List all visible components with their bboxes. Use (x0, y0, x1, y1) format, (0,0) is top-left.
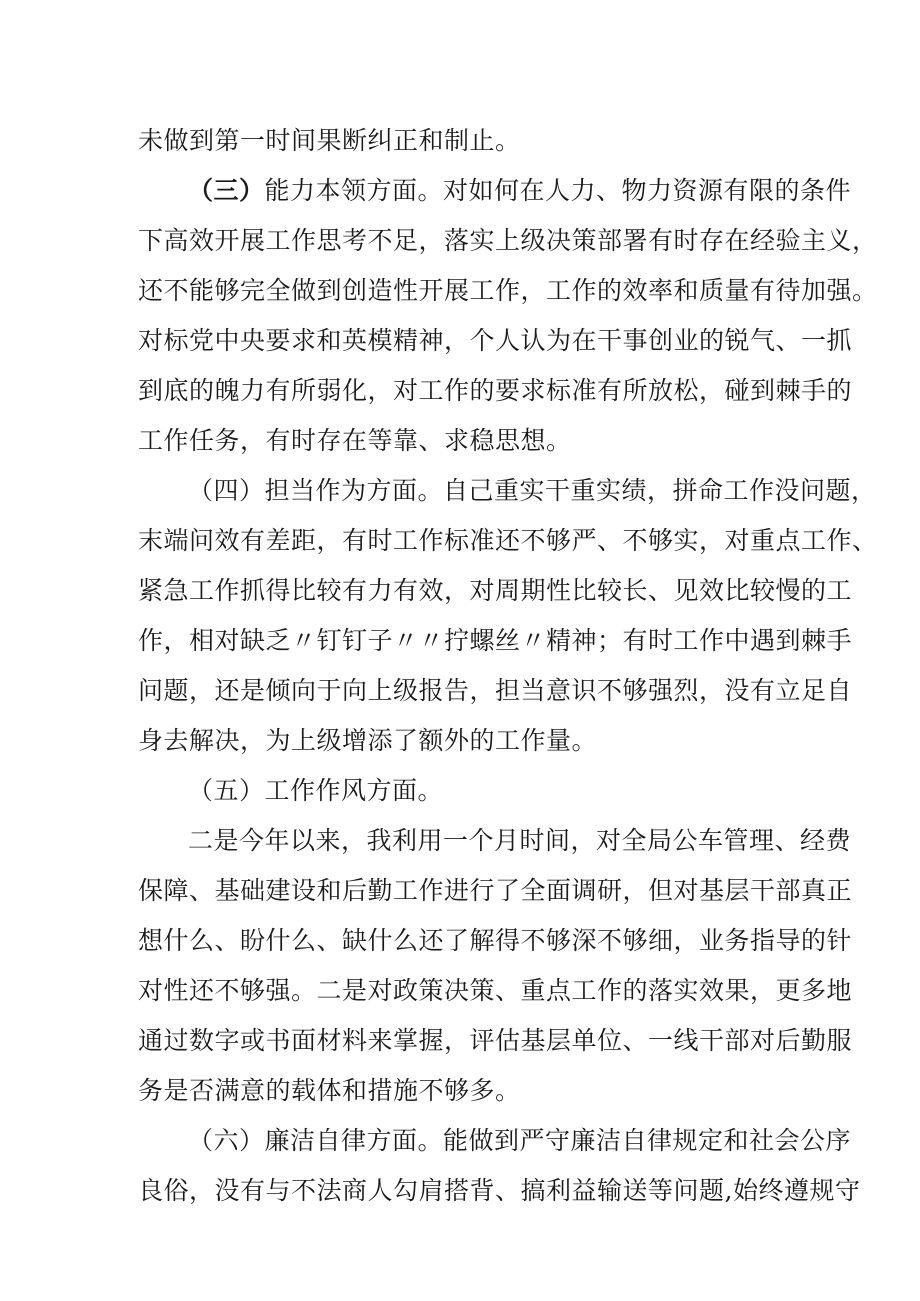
text-line: 问题，还是倾向于向上级报告，担当意识不够强烈，没有立足自 (138, 676, 853, 705)
text-line: 想什么、盼什么、缺什么还了解得不够深不够细，业务指导的针 (138, 926, 853, 955)
text-line: 能力本领方面。对如何在人力、物力资源有限的条件 (264, 176, 852, 205)
text-line: 务是否满意的载体和措施不够多。 (138, 1076, 521, 1105)
text-line: 还不能够完全做到创造性开展工作，工作的效率和质量有待加强。 (138, 276, 878, 305)
section-heading-5: （五）工作作风方面。 (188, 776, 444, 805)
text-line: 到底的魄力有所弱化，对工作的要求标准有所放松，碰到棘手的 (138, 376, 853, 405)
text-line: 身去解决，为上级增添了额外的工作量。 (138, 726, 598, 755)
section-heading-3 (188, 171, 852, 211)
text-line: 对性还不够强。二是对政策决策、重点工作的落实效果，更多地 (138, 976, 853, 1005)
text-line: 下高效开展工作思考不足，落实上级决策部署有时存在经验主义， (138, 226, 878, 255)
text-line: 工作任务，有时存在等靠、求稳思想。 (138, 426, 572, 455)
text-line: 保障、基础建设和后勤工作进行了全面调研，但对基层干部真正 (138, 876, 853, 905)
text-line: 作，相对缺乏〃钉钉子〃〃拧螺丝〃精神；有时工作中遇到棘手 (138, 626, 853, 655)
text-line: 末端问效有差距，有时工作标准还不够严、不够实，对重点工作、 (138, 526, 878, 555)
text-line: 通过数字或书面材料来掌握，评估基层单位、一线干部对后勤服 (138, 1026, 853, 1055)
text-line: 未做到第一时间果断纠正和制止。 (138, 126, 521, 155)
text-line: 良俗，没有与不法商人勾肩搭背、搞利益输送等问题,始终遵规守 (138, 1176, 861, 1205)
text-line: 紧急工作抓得比较有力有效，对周期性比较长、见效比较慢的工 (138, 576, 853, 605)
text-line: 二是今年以来，我利用一个月时间，对全局公车管理、经费 (188, 826, 852, 855)
section-heading-4: （四）担当作为方面。自己重实干重实绩，拼命工作没问题， (188, 476, 877, 505)
section-number-3: （三） (188, 176, 265, 205)
section-heading-6: （六）廉洁自律方面。能做到严守廉洁自律规定和社会公序 (188, 1126, 852, 1155)
text-line: 对标党中央要求和英模精神，个人认为在干事创业的锐气、一抓 (138, 326, 853, 355)
